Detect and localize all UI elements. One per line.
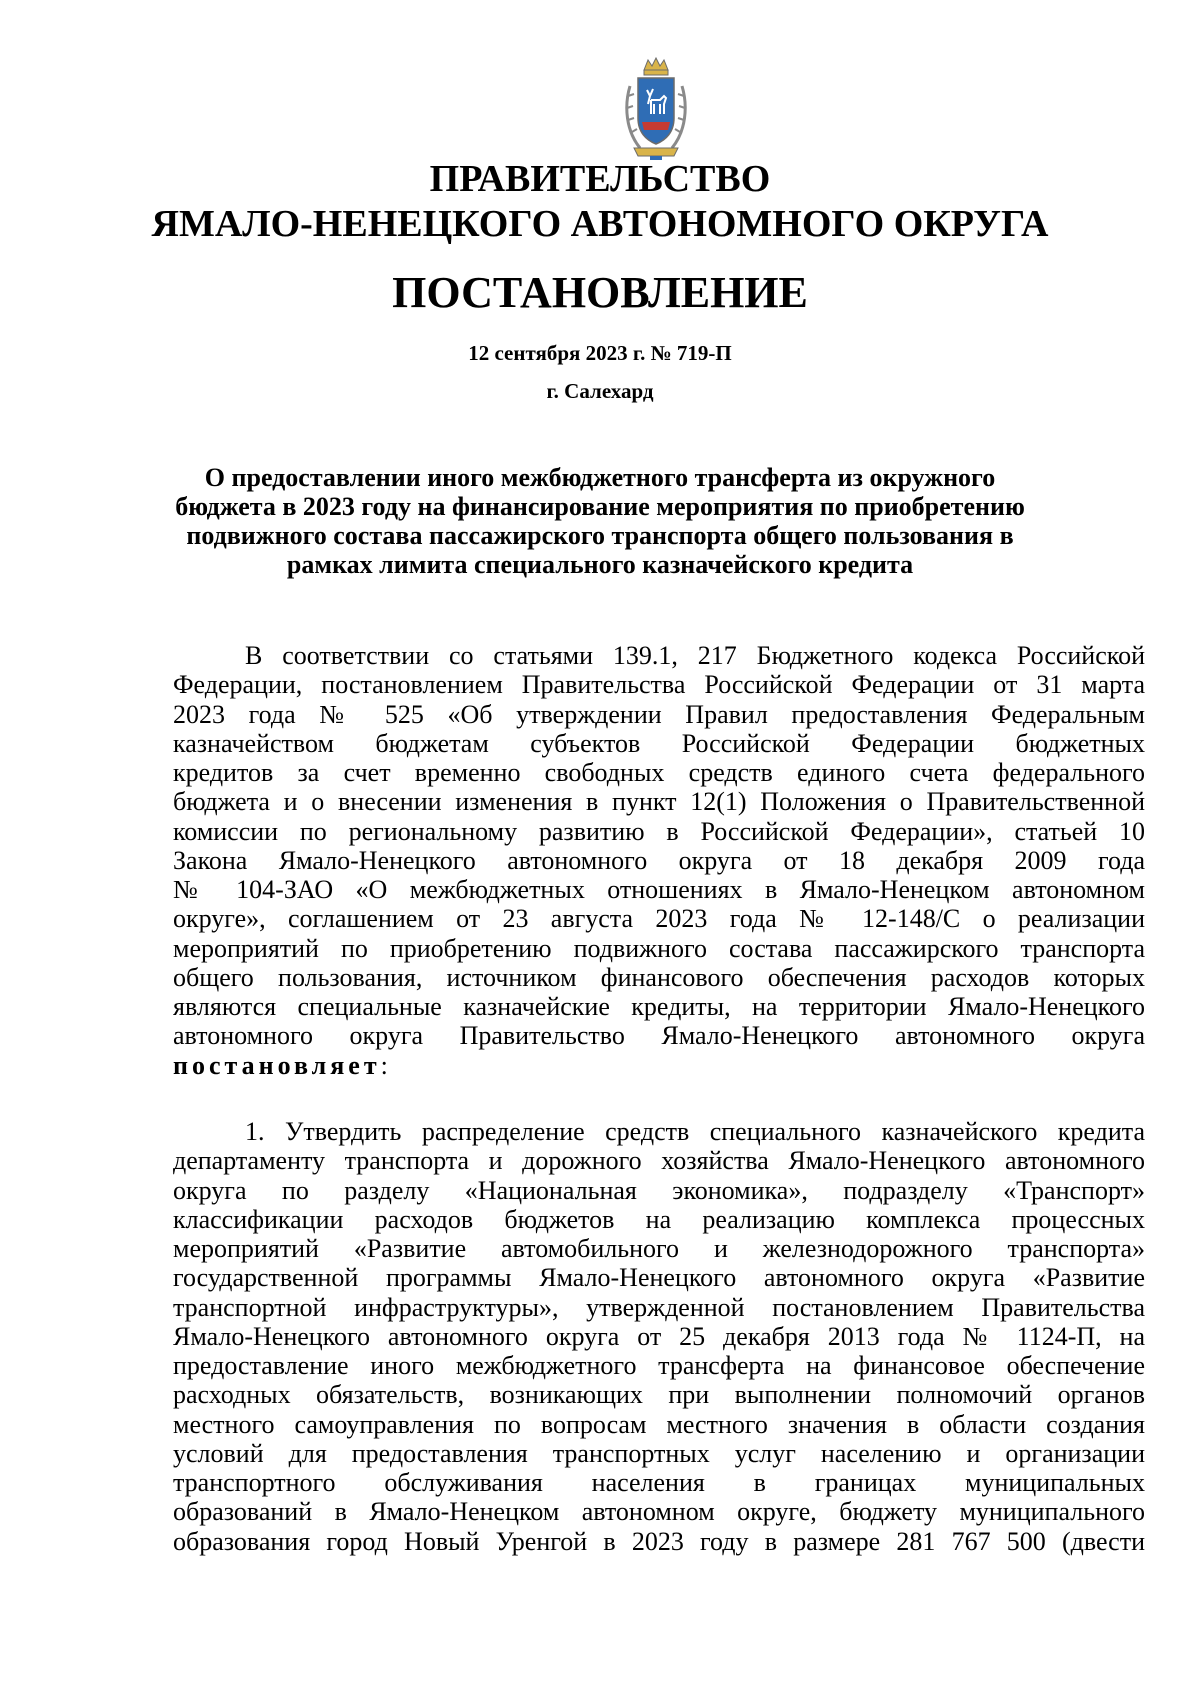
preamble-line: Закона Ямало-Ненецкого автономного округа от 18 декабря 2009 года [173,845,1145,875]
subject-line: рамках лимита специального казначейского кредита [286,550,914,579]
item-1-line: местного самоуправления по вопросам местного значения в области создания [173,1409,1145,1439]
document-type: ПОСТАНОВЛЕНИЕ [392,268,808,317]
subject-line: О предоставлении иного межбюджетного трансферта из окружного [204,463,996,492]
item-1-line: образований в Ямало-Ненецком автономном округе, бюджету муниципального [173,1497,1145,1527]
item-1-line: условий для предоставления транспортных услуг населению и организации [173,1438,1145,1468]
preamble-line: комиссии по региональному развитию в Российской Федерации», статьей 10 [173,816,1145,846]
preamble-line: мероприятий по приобретению подвижного состава пассажирского транспорта [173,933,1145,963]
preamble-line: округе», соглашением от 23 августа 2023 года № 12-148/С о реализации [173,904,1145,934]
item-1-line: государственной программы Ямало-Ненецкого автономного округа «Развитие [173,1263,1145,1293]
item-1-line: предоставление иного межбюджетного трансферта на финансовое обеспечение [173,1351,1145,1380]
item-1-line: мероприятий «Развитие автомобильного и железнодорожного транспорта» [173,1234,1145,1263]
item-1-line: департаменту транспорта и дорожного хозяйства Ямало-Ненецкого автономного [173,1146,1145,1176]
item-1-line: транспортного обслуживания населения в границах муниципальных [173,1468,1145,1497]
coat-of-arms-icon [620,56,692,162]
item-1-paragraph [173,1117,1145,1556]
preamble-line: автономного округа Правительство Ямало-Ненецкого автономного округа [173,1021,1145,1051]
government-title-line-2: ЯМАЛО-НЕНЕЦКОГО АВТОНОМНОГО ОКРУГА [151,203,1049,245]
item-1-line: образования город Новый Уренгой в 2023 году в размере 281 767 500 (двести [173,1526,1145,1556]
resolves-word: постановляет [173,1050,381,1080]
item-1-line: округа по разделу «Национальная экономика», подразделу «Транспорт» [173,1175,1145,1205]
preamble-paragraph [173,641,1145,1080]
item-1-line: транспортной инфраструктуры», утвержденной постановлением Правительства [173,1292,1145,1322]
preamble-line: В соответствии со статьями 139.1, 217 Бюджетного кодекса Российской [245,641,1145,670]
preamble-line: Федерации, постановлением Правительства Российской Федерации от 31 марта [173,670,1145,700]
item-1-line: классификации расходов бюджетов на реализацию комплекса процессных [173,1204,1145,1234]
subject-line: подвижного состава пассажирского транспорта общего пользования в [186,521,1014,550]
item-1-line: 1. Утвердить распределение средств специального казначейского кредита [245,1117,1145,1146]
item-1-line: расходных обязательств, возникающих при выполнении полномочий органов [173,1380,1145,1410]
resolves-colon: : [380,1050,388,1080]
subject-line: бюджета в 2023 году на финансирование мероприятия по приобретению [175,492,1025,521]
preamble-line: 2023 года № 525 «Об утверждении Правил предоставления Федеральным [173,699,1145,729]
document-subject [150,463,1050,579]
preamble-line: казначейством бюджетам субъектов Российской Федерации бюджетных [173,728,1145,758]
preamble-line: бюджета и о внесении изменения в пункт 12(1) Положения о Правительственной [173,787,1145,817]
preamble-resolution-line [173,1051,1145,1080]
preamble-line: № 104-ЗАО «О межбюджетных отношениях в Ямало-Ненецком автономном [173,875,1145,904]
item-1-line: Ямало-Ненецкого автономного округа от 25 декабря 2013 года № 1124-П, на [173,1321,1145,1351]
preamble-line: являются специальные казначейские кредиты, на территории Ямало-Ненецкого [173,992,1145,1021]
document-city: г. Салехард [546,379,654,403]
preamble-line: общего пользования, источником финансового обеспечения расходов которых [173,962,1145,992]
preamble-line: кредитов за счет временно свободных средств единого счета федерального [173,758,1145,787]
government-title-line-1: ПРАВИТЕЛЬСТВО [429,158,771,200]
document-date-number: 12 сентября 2023 г. № 719-П [468,341,732,365]
